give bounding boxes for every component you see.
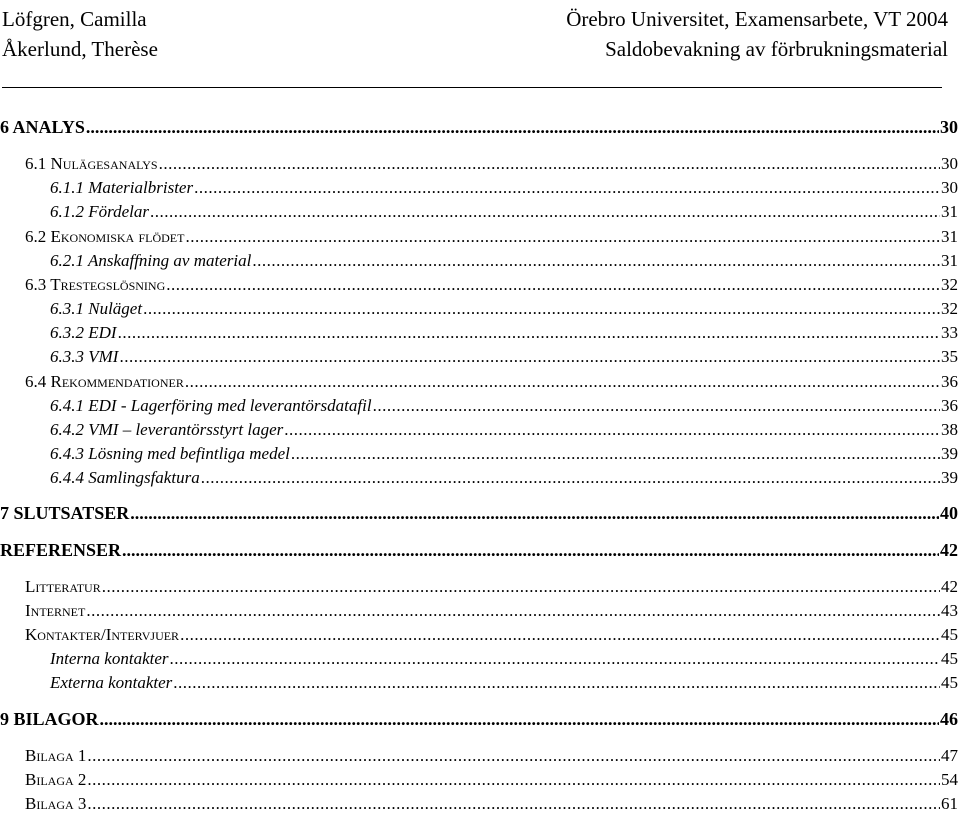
- toc-label: Bilaga 1: [25, 746, 87, 765]
- toc-page: 40: [940, 503, 958, 523]
- toc-entry-6-3[interactable]: [0, 275, 958, 295]
- toc-entry-bilaga-2[interactable]: [0, 770, 958, 790]
- toc-label: 6.3 Trestegslösning: [25, 275, 166, 294]
- toc-page: 45: [941, 625, 958, 644]
- toc-entry-6-1[interactable]: [0, 154, 958, 174]
- toc-entry-9-bilagor[interactable]: [0, 709, 958, 730]
- toc-leader: [87, 746, 940, 766]
- toc-page: 39: [941, 468, 958, 487]
- toc-label: 7 SLUTSATSER: [0, 503, 130, 523]
- toc-entry-6-3-2[interactable]: [0, 323, 958, 343]
- toc-entry-6-3-1[interactable]: [0, 299, 958, 319]
- toc-page: 32: [941, 299, 958, 318]
- toc-page: 36: [941, 372, 958, 391]
- toc-leader: [102, 577, 940, 597]
- toc-label: Bilaga 2: [25, 770, 87, 789]
- toc-label: 6.2 Ekonomiska flödet: [25, 227, 185, 246]
- toc-label: 6.1.2 Fördelar: [50, 202, 150, 221]
- toc-leader: [122, 540, 939, 561]
- toc-leader: [166, 275, 940, 295]
- toc-page: 46: [940, 709, 958, 729]
- toc-page: 43: [941, 601, 958, 620]
- toc-label: 6.3.2 EDI: [50, 323, 117, 342]
- toc-label: Interna kontakter: [50, 649, 169, 668]
- toc-entry-6-2[interactable]: [0, 227, 958, 247]
- toc-entry-6-4-4[interactable]: [0, 468, 958, 488]
- toc-page: 32: [941, 275, 958, 294]
- toc-page: 33: [941, 323, 958, 342]
- header-document-info: [566, 4, 948, 64]
- toc-label: 9 BILAGOR: [0, 709, 99, 729]
- toc-label: Bilaga 3: [25, 794, 87, 813]
- toc-label: 6.4.4 Samlingsfaktura: [50, 468, 200, 487]
- toc-page: 39: [941, 444, 958, 463]
- toc-page: 47: [941, 746, 958, 765]
- toc-label: Externa kontakter: [50, 673, 173, 692]
- toc-page: 31: [941, 251, 958, 270]
- toc-leader: [373, 396, 940, 416]
- header-title: Saldobevakning av förbrukningsmaterial: [605, 37, 948, 61]
- toc-entry-6-1-2[interactable]: [0, 202, 958, 222]
- toc-entry-bilaga-1[interactable]: [0, 746, 958, 766]
- toc-entry-6-4-3[interactable]: [0, 444, 958, 464]
- toc-page: 30: [940, 117, 958, 137]
- toc-leader: [119, 347, 940, 367]
- toc-page: 61: [941, 794, 958, 813]
- toc-leader: [87, 794, 940, 814]
- toc-label: 6.3.3 VMI: [50, 347, 119, 366]
- toc-leader: [86, 117, 939, 138]
- toc-page: 30: [941, 178, 958, 197]
- toc-page: 31: [941, 202, 958, 221]
- toc-label: 6.1 Nulägesanalys: [25, 154, 158, 173]
- toc-leader: [284, 420, 940, 440]
- toc-leader: [159, 154, 940, 174]
- toc-leader: [194, 178, 940, 198]
- toc-entry-6-4-1[interactable]: [0, 396, 958, 416]
- toc-page: 35: [941, 347, 958, 366]
- toc-leader: [170, 649, 941, 669]
- toc-page: 45: [941, 673, 958, 692]
- toc-leader: [130, 503, 939, 524]
- toc-entry-interna-kontakter[interactable]: [0, 649, 958, 669]
- toc-page: 38: [941, 420, 958, 439]
- toc-label: 6.1.1 Materialbrister: [50, 178, 194, 197]
- toc-leader: [201, 468, 940, 488]
- toc-leader: [173, 673, 940, 693]
- toc-entry-litteratur[interactable]: [0, 577, 958, 597]
- toc-leader: [185, 372, 940, 392]
- toc-entry-referenser[interactable]: [0, 540, 958, 561]
- toc-label: Kontakter/Intervjuer: [25, 625, 180, 644]
- toc-leader: [150, 202, 940, 222]
- toc-entry-6-3-3[interactable]: [0, 347, 958, 367]
- toc-leader: [86, 601, 940, 621]
- toc-leader: [252, 251, 940, 271]
- header-institution: Örebro Universitet, Examensarbete, VT 2004: [566, 7, 948, 31]
- header-author-2: Åkerlund, Therèse: [2, 37, 158, 61]
- toc-entry-6-4-2[interactable]: [0, 420, 958, 440]
- toc-leader: [143, 299, 940, 319]
- header-rule: [2, 87, 942, 88]
- toc-label: 6.4.1 EDI - Lagerföring med leverantörsdatafil: [50, 396, 372, 415]
- toc-label: 6.2.1 Anskaffning av material: [50, 251, 252, 270]
- toc-label: 6 ANALYS: [0, 117, 85, 137]
- toc-entry-externa-kontakter[interactable]: [0, 673, 958, 693]
- toc-page: 54: [941, 770, 958, 789]
- toc-entry-kontakter[interactable]: [0, 625, 958, 645]
- toc-page: 45: [941, 649, 958, 668]
- toc-entry-bilaga-3[interactable]: [0, 794, 958, 814]
- toc-entry-6-1-1[interactable]: [0, 178, 958, 198]
- toc-entry-internet[interactable]: [0, 601, 958, 621]
- toc-leader: [185, 227, 940, 247]
- header-author-1: Löfgren, Camilla: [2, 7, 147, 31]
- toc-leader: [291, 444, 940, 464]
- toc-entry-7-slutsatser[interactable]: [0, 503, 958, 524]
- toc-label: 6.3.1 Nuläget: [50, 299, 143, 318]
- header-author-names: [2, 4, 158, 64]
- toc-leader: [180, 625, 940, 645]
- toc-page: 42: [941, 577, 958, 596]
- toc-entry-6-2-1[interactable]: [0, 251, 958, 271]
- toc-leader: [118, 323, 940, 343]
- toc-label: Internet: [25, 601, 86, 620]
- toc-leader: [87, 770, 940, 790]
- toc-page: 42: [940, 540, 958, 560]
- toc-label: 6.4 Rekommendationer: [25, 372, 184, 391]
- toc-page: 30: [941, 154, 958, 173]
- toc-entry-6-analys[interactable]: [0, 117, 958, 138]
- toc-label: Litteratur: [25, 577, 101, 596]
- toc-label: 6.4.2 VMI – leverantörsstyrt lager: [50, 420, 284, 439]
- toc-leader: [100, 709, 939, 730]
- toc-entry-6-4[interactable]: [0, 372, 958, 392]
- toc-label: REFERENSER: [0, 540, 122, 560]
- toc-page: 36: [941, 396, 958, 415]
- toc-label: 6.4.3 Lösning med befintliga medel: [50, 444, 290, 463]
- toc-page: 31: [941, 227, 958, 246]
